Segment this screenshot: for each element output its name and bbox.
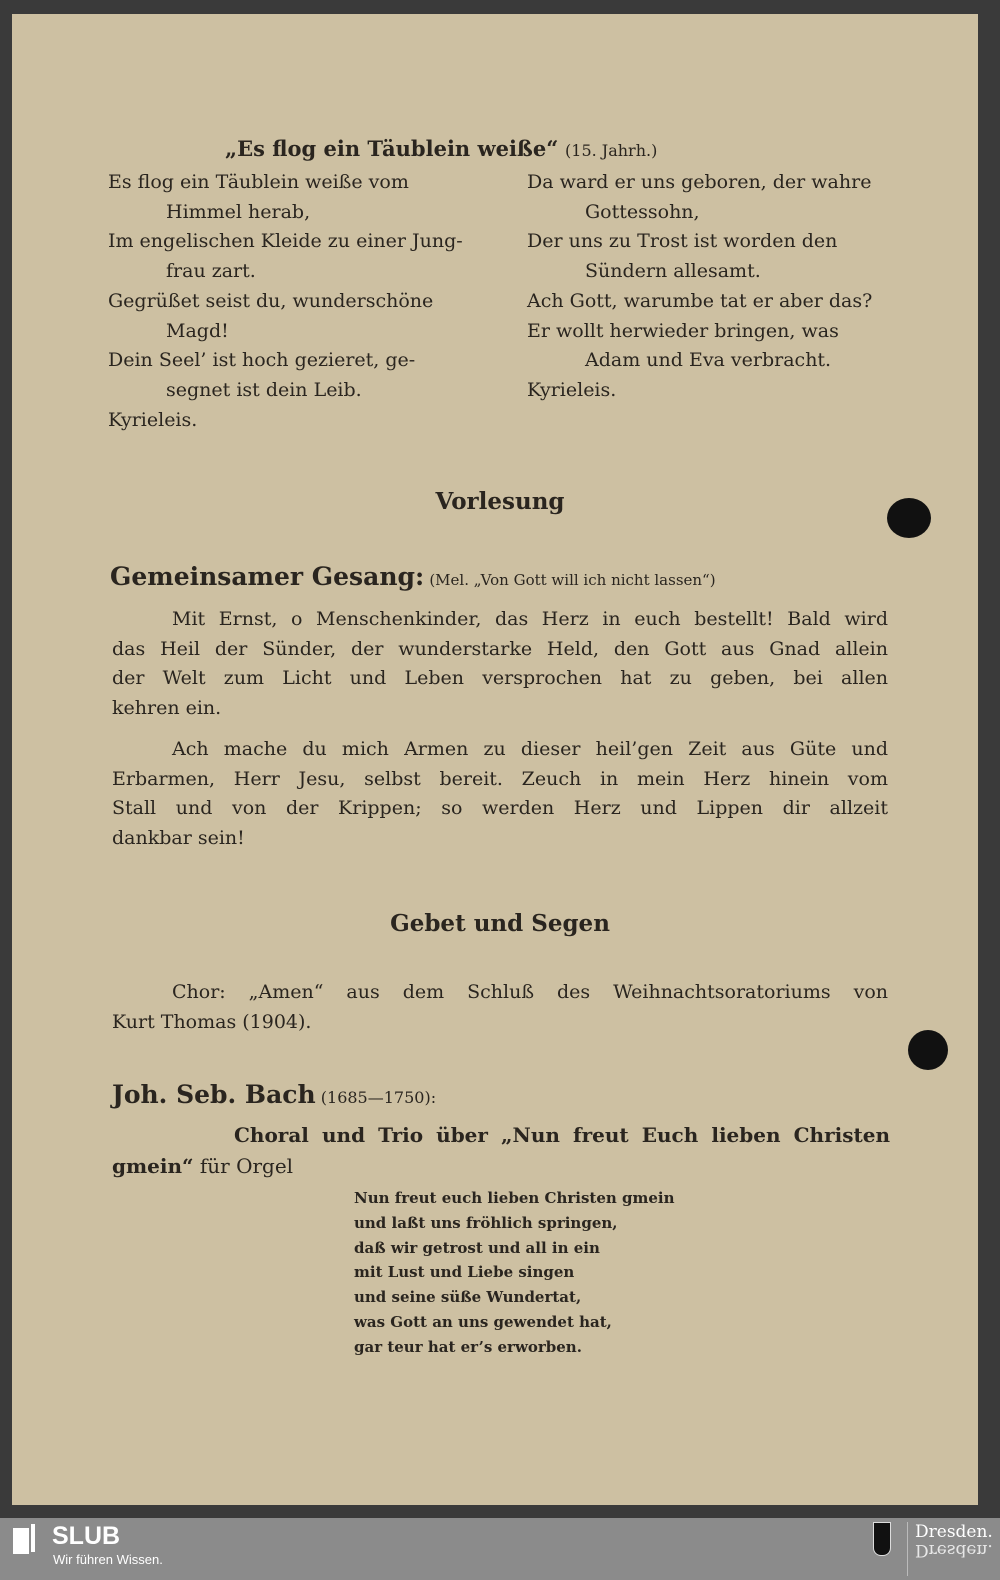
punch-hole — [908, 1030, 948, 1070]
hymn-melody: (Mel. „Von Gott will ich nicht lassen“) — [429, 571, 716, 589]
poem-line: segnet ist dein Leib. — [166, 378, 362, 401]
slub-logo-text[interactable]: SLUB — [52, 1522, 121, 1550]
verse-line: was Gott an uns gewendet hat, — [354, 1312, 612, 1331]
poem-line: Dein Seel’ ist hoch gezieret, ge- — [108, 349, 416, 372]
poem-line: frau zart. — [166, 260, 256, 283]
poem-right-column — [527, 168, 887, 406]
poem-line: Es flog ein Täublein weiße vom — [108, 171, 409, 193]
poem-title: „Es flog ein Täublein weiße“ — [225, 136, 559, 161]
footer-divider — [907, 1522, 908, 1576]
bach-work-line1: Choral und Trio über „Nun freut Euch lieben Christen — [234, 1123, 890, 1147]
poem-line: Kyrieleis. — [108, 408, 198, 431]
verse-line: und laßt uns fröhlich springen, — [354, 1213, 618, 1232]
dresden-coat-of-arms-icon — [873, 1522, 891, 1556]
slub-tagline: Wir führen Wissen. — [53, 1552, 163, 1567]
dresden-logo-mirror: Dresden. — [915, 1540, 993, 1560]
dresden-logo-text[interactable]: Dresden. — [915, 1522, 993, 1542]
bach-years: (1685—1750): — [320, 1088, 437, 1107]
hymn-line: kehren ein. — [112, 697, 222, 720]
hymn-stanza-2 — [112, 735, 888, 854]
hymn-heading-line — [110, 562, 716, 591]
verse-line: Nun freut euch lieben Christen gmein — [354, 1189, 675, 1207]
choir-line: Kurt Thomas (1904). — [112, 1010, 312, 1033]
bach-work-instrument: für Orgel — [193, 1154, 294, 1178]
poem-date: (15. Jahrh.) — [565, 141, 658, 160]
poem-line: Gegrüßet seist du, wunderschöne — [108, 289, 434, 312]
poem-line: Da ward er uns geboren, der wahre — [527, 171, 872, 193]
poem-line: Ach Gott, warumbe tat er aber das? — [527, 289, 873, 312]
poem-line: Sündern allesamt. — [585, 260, 761, 283]
poem-line: Im engelischen Kleide zu einer Jung- — [108, 230, 463, 253]
hymn-line: Mit Ernst, o Menschenkinder, das Herz in euch bestellt! Bald wird — [172, 608, 888, 630]
bach-composer: Joh. Seb. Bach — [112, 1080, 316, 1109]
bach-work-line2 — [112, 1152, 293, 1182]
poem-line: Gottessohn, — [585, 200, 700, 223]
hymn-heading: Gemeinsamer Gesang: — [110, 562, 425, 591]
poem-left-column — [108, 168, 468, 435]
hymn-stanza-1 — [112, 605, 888, 724]
hymn-line: der Welt zum Licht und Leben versprochen hat zu geben, bei allen — [112, 667, 888, 690]
choir-line: Chor: „Amen“ aus dem Schluß des Weihnachtsoratoriums von — [172, 981, 888, 1003]
poem-line: Er wollt herwieder bringen, was — [527, 319, 839, 342]
slub-book-icon — [13, 1524, 35, 1554]
poem-line: Himmel herab, — [166, 200, 311, 223]
verse-line: mit Lust und Liebe singen — [354, 1263, 575, 1282]
verse-line: gar teur hat er’s erworben. — [354, 1337, 582, 1356]
hymn-line: Ach mache du mich Armen zu dieser heil’gen Zeit aus Güte und — [172, 738, 888, 760]
bach-heading-line — [112, 1080, 436, 1109]
poem-title-line — [225, 134, 657, 166]
poem-line: Der uns zu Trost ist worden den — [527, 230, 838, 253]
footer-bar — [0, 1518, 1000, 1580]
prayer-heading: Gebet und Segen — [390, 910, 610, 937]
poem-line: Kyrieleis. — [527, 378, 617, 401]
verse-line: und seine süße Wundertat, — [354, 1288, 582, 1307]
hymn-line: das Heil der Sünder, der wunderstarke Held, den Gott aus Gnad allein — [112, 637, 888, 660]
choir-text — [112, 978, 888, 1037]
hymn-line: Erbarmen, Herr Jesu, selbst bereit. Zeuch in mein Herz hinein vom — [112, 767, 888, 790]
poem-line: Magd! — [166, 319, 229, 342]
hymn-line: Stall und von der Krippen; so werden Herz und Lippen dir allzeit — [112, 797, 888, 820]
bach-work-title-end: gmein“ — [112, 1154, 194, 1178]
reading-heading: Vorlesung — [435, 488, 565, 515]
verse-line: daß wir getrost und all in ein — [354, 1238, 600, 1257]
chorale-verse — [354, 1186, 675, 1360]
poem-line: Adam und Eva verbracht. — [585, 349, 832, 372]
hymn-line: dankbar sein! — [112, 827, 245, 850]
